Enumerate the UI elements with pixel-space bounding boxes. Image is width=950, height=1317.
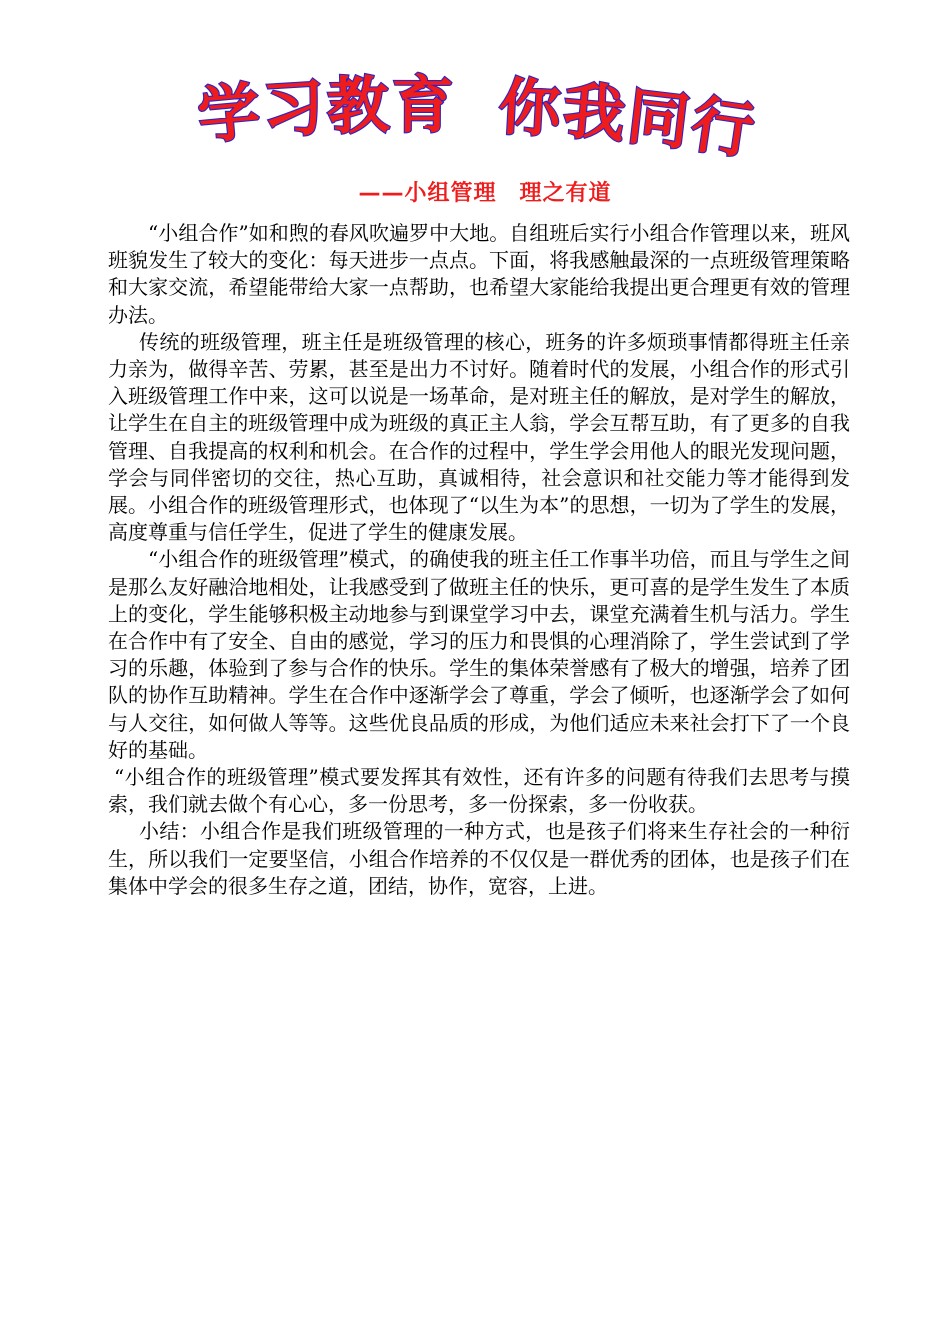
title-right: 你我同行 (496, 69, 761, 169)
paragraph-traditional-management: 传统的班级管理，班主任是班级管理的核心，班务的许多烦琐事情都得班主任亲力亲为，做得辛苦、劳累，甚至是出力不讨好。随着时代的发展，小组合作的形式引入班级管理工作中来，这可以说是一场革命，是对班主任的解放，是对学生的解放，让学生在自主的班级管理中成为班级的真正主人翁，学会互帮互助，有了更多的自我管理、自我提高的权利和机会。在合作的过程中，学生学会用他人的眼光发现问题，学会与同伴密切的交往，热心互助，真诚相待，社会意识和社交能力等才能得到发展。小组合作的班级管理形式，也体现了“以生为本”的思想，一切为了学生的发展，高度尊重与信任学生，促进了学生的健康发展。 (108, 329, 850, 545)
svg-text:学习教育你我同行 (195, 68, 761, 168)
paragraph-effectiveness: “小组合作的班级管理”模式要发挥其有效性，还有许多的问题有待我们去思考与摸索，我们就去做个有心心，多一份思考，多一份探索，多一份收获。 (108, 765, 850, 817)
wordart-title (180, 68, 780, 188)
paragraph-group-mode-benefits: “小组合作的班级管理”模式，的确使我的班主任工作事半功倍，而且与学生之间是那么友好融洽地相处，让我感受到了做班主任的快乐，更可喜的是学生发生了本质上的变化，学生能够积极主动地参与到课堂学习中去，课堂充满着生机与活力。学生在合作中有了安全、自由的感觉，学习的压力和畏惧的心理消除了，学生尝试到了学习的乐趣，体验到了参与合作的快乐。学生的集体荣誉感有了极大的增强，培养了团队的协作互助精神。学生在合作中逐渐学会了尊重，学会了倾听，也逐渐学会了如何与人交往，如何做人等等。这些优良品质的形成，为他们适应未来社会打下了一个良好的基础。 (108, 547, 850, 762)
subtitle: ——小组管理 理之有道 (358, 181, 612, 206)
article-body (108, 220, 850, 900)
paragraph-summary: 小结：小组合作是我们班级管理的一种方式，也是孩子们将来生存社会的一种衍生，所以我们一定要坚信，小组合作培养的不仅仅是一群优秀的团体，也是孩子们在集体中学会的很多生存之道，团结，协作，宽容，上进。 (108, 819, 850, 898)
paragraph-intro: “小组合作”如和煦的春风吹遍罗中大地。自组班后实行小组合作管理以来，班风班貌发生了较大的变化：每天进步一点点。下面，将我感触最深的一点班级管理策略和大家交流，希望能带给大家一点帮助，也希望大家能给我提出更合理更有效的管理办法。 (108, 221, 850, 327)
title-left: 学习教育 (194, 68, 456, 153)
